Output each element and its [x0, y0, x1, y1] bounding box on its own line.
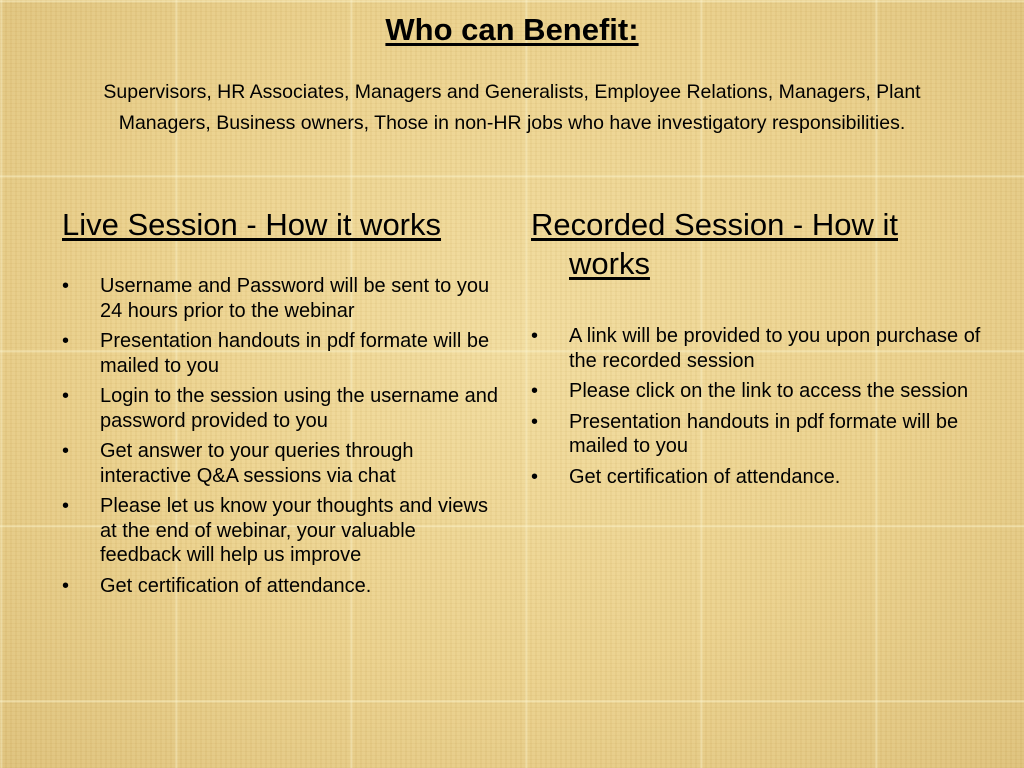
recorded-session-list	[531, 324, 981, 489]
bullet-icon: •	[62, 275, 70, 297]
recorded-session-column	[531, 205, 981, 495]
list-item	[62, 329, 502, 378]
list-item-text: Login to the session using the username and password provided to you	[100, 385, 499, 432]
live-session-list	[62, 274, 502, 598]
list-item-text: Get certification of attendance.	[100, 574, 372, 597]
bullet-icon: •	[531, 380, 539, 402]
list-item-text: Get answer to your queries through interactive Q&A sessions via chat	[100, 440, 414, 487]
list-item	[531, 324, 981, 373]
bullet-icon: •	[531, 465, 539, 488]
list-item-text: A link will be provided to you upon purchase of the recorded session	[569, 325, 981, 372]
bullet-icon: •	[531, 410, 539, 433]
list-item	[531, 410, 981, 459]
list-item	[62, 274, 502, 323]
list-item-text: Please let us know your thoughts and views at the end of webinar, your valuable feedback will help us improve	[100, 495, 488, 566]
list-item-text: Get certification of attendance.	[569, 465, 841, 488]
slide-title: Who can Benefit:	[385, 12, 639, 47]
audience-description: Supervisors, HR Associates, Managers and Generalists, Employee Relations, Managers, Plant Managers, Business owners, Those in non-HR jobs who have investigatory responsibilities.	[103, 81, 921, 134]
recorded-session-heading: Recorded Session - How it works	[531, 207, 898, 281]
list-item-text: Presentation handouts in pdf formate will be mailed to you	[569, 410, 959, 457]
list-item-text: Username and Password will be sent to you 24 hours prior to the webinar	[100, 275, 490, 322]
live-session-column	[62, 205, 502, 604]
bullet-icon: •	[62, 495, 70, 517]
list-item-text: Please click on the link to access the session	[569, 380, 969, 402]
bullet-icon: •	[62, 330, 70, 352]
bullet-icon: •	[531, 325, 539, 347]
live-session-heading: Live Session - How it works	[62, 207, 442, 242]
list-item	[62, 574, 502, 599]
bullet-icon: •	[62, 440, 70, 462]
list-item-text: Presentation handouts in pdf formate will be mailed to you	[100, 330, 490, 377]
bullet-icon: •	[62, 574, 70, 597]
list-item	[531, 379, 981, 404]
list-item	[62, 439, 502, 488]
list-item	[62, 494, 502, 568]
list-item	[531, 465, 981, 490]
list-item	[62, 384, 502, 433]
bullet-icon: •	[62, 385, 70, 407]
